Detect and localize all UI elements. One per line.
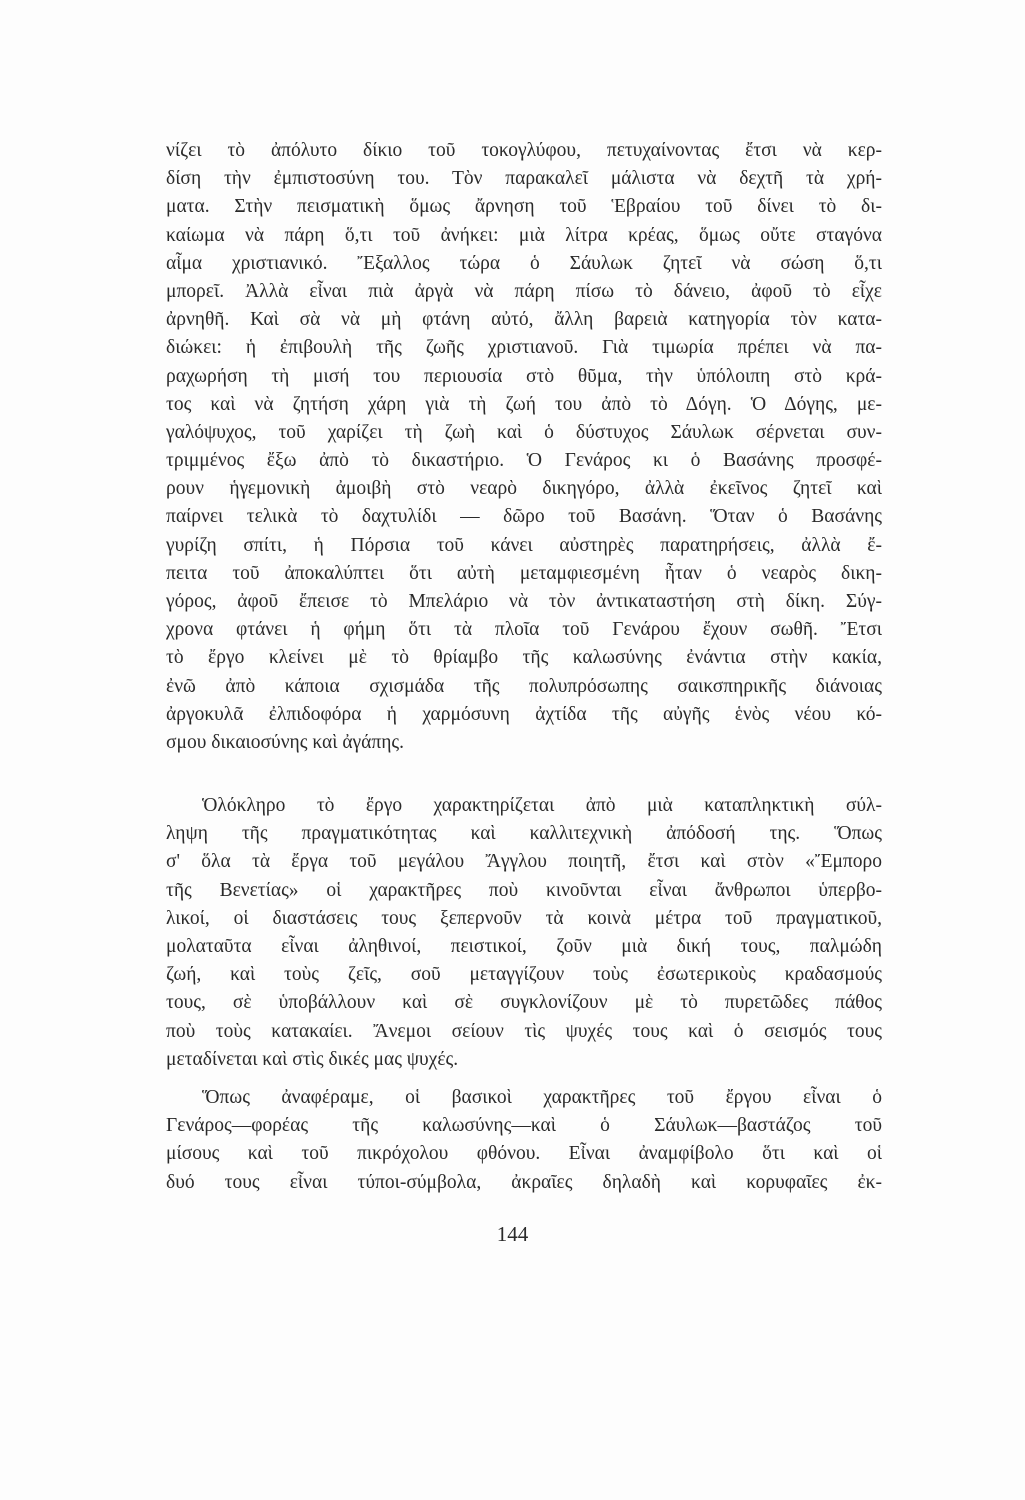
text-line: ματα. Στὴν πεισματικὴ ὅμως ἄρνηση τοῦ Ἑβραίου τοῦ δίνει τὸ δι-: [166, 196, 882, 218]
text-line: χρονα φτάνει ἡ φήμη ὅτι τὰ πλοῖα τοῦ Γενάρου ἔχουν σωθῆ. Ἔτσι: [166, 619, 882, 641]
text-line: νίζει τὸ ἀπόλυτο δίκιο τοῦ τοκογλύφου, πετυχαίνοντας ἔτσι νὰ κερ-: [166, 140, 882, 161]
text-line: τῆς Βενετίας» οἱ χαρακτῆρες ποὺ κινοῦνται εἶναι ἄνθρωποι ὑπερβο-: [166, 879, 882, 901]
text-line: ἀργοκυλᾶ ἐλπιδοφόρα ἡ χαρμόσυνη ἀχτίδα τῆς αὐγῆς ἑνὸς νέου κό-: [166, 703, 882, 725]
text-line: μεταδίνεται καὶ στὶς δικές μας ψυχές.: [166, 1048, 459, 1070]
text-line: ἐνῶ ἀπὸ κάποια σχισμάδα τῆς πολυπρόσωπης σαικσπηρικῆς διάνοιας: [166, 675, 882, 697]
text-line: ποὺ τοὺς κατακαίει. Ἄνεμοι σείουν τὶς ψυχές τους καὶ ὁ σεισμός τους: [166, 1020, 882, 1042]
text-line: ραχωρήση τὴ μισή του περιουσία στὸ θῦμα, τὴν ὑπόλοιπη στὸ κρά-: [166, 365, 882, 387]
paragraph-2: [166, 792, 882, 1074]
paragraph-3: [166, 1084, 882, 1197]
text-line: μολαταῦτα εἶναι ἀληθινοί, πειστικοί, ζοῦν μιὰ δική τους, παλμώδη: [166, 935, 882, 957]
text-line: μίσους καὶ τοῦ πικρόχολου φθόνου. Εἶναι ἀναμφίβολο ὅτι καὶ οἱ: [166, 1143, 882, 1165]
text-line: λικοί, οἱ διαστάσεις τους ξεπερνοῦν τὰ κοινὰ μέτρα τοῦ πραγματικοῦ,: [166, 907, 882, 929]
text-line: τὸ ἔργο κλείνει μὲ τὸ θρίαμβο τῆς καλωσύνης ἐνάντια στὴν κακία,: [166, 647, 882, 669]
text-line: καίωμα νὰ πάρη ὅ,τι τοῦ ἀνήκει: μιὰ λίτρα κρέας, ὅμως οὔτε σταγόνα: [166, 224, 882, 246]
text-line: τριμμένος ἔξω ἀπὸ τὸ δικαστήριο. Ὁ Γενάρος κι ὁ Βασάνης προσφέ-: [166, 450, 882, 472]
text-line: Γενάρος—φορέας τῆς καλωσύνης—καὶ ὁ Σάυλωκ—βαστάζος τοῦ: [166, 1115, 882, 1137]
paragraph-1: [166, 137, 882, 757]
text-line: αἷμα χριστιανικό. Ἔξαλλος τώρα ὁ Σάυλωκ ζητεῖ νὰ σώση ὅ,τι: [166, 252, 882, 274]
text-line: σμου δικαιοσύνης καὶ ἀγάπης.: [166, 731, 405, 753]
text-line: γυρίζη σπίτι, ἡ Πόρσια τοῦ κάνει αὐστηρὲς παρατηρήσεις, ἀλλὰ ἔ-: [166, 534, 882, 556]
text-line: τους, σὲ ὑποβάλλουν καὶ σὲ συγκλονίζουν μὲ τὸ πυρετῶδες πάθος: [166, 992, 882, 1014]
text-line: σ' ὅλα τὰ ἔργα τοῦ μεγάλου Ἄγγλου ποιητῆ, ἔτσι καὶ στὸν «Ἔμπορο: [166, 851, 882, 873]
text-line: παίρνει τελικὰ τὸ δαχτυλίδι — δῶρο τοῦ Βασάνη. Ὅταν ὁ Βασάνης: [166, 506, 882, 528]
text-line: δίση τὴν ἐμπιστοσύνη του. Τὸν παρακαλεῖ μάλιστα νὰ δεχτῆ τὰ χρή-: [166, 168, 882, 190]
text-line: γόρος, ἀφοῦ ἔπεισε τὸ Μπελάριο νὰ τὸν ἀντικαταστήση στὴ δίκη. Σύγ-: [166, 591, 882, 612]
text-line: τος καὶ νὰ ζητήση χάρη γιὰ τὴ ζωή του ἀπὸ τὸ Δόγη. Ὁ Δόγης, με-: [166, 393, 882, 415]
text-line: γαλόψυχος, τοῦ χαρίζει τὴ ζωὴ καὶ ὁ δύστυχος Σάυλωκ σέρνεται συν-: [166, 421, 882, 443]
page-number: 144: [496, 1222, 529, 1246]
text-line: ἀρνηθῆ. Καὶ σὰ νὰ μὴ φτάνη αὐτό, ἄλλη βαρειὰ κατηγορία τὸν κατα-: [166, 309, 882, 331]
text-line: πειτα τοῦ ἀποκαλύπτει ὅτι αὐτὴ μεταμφιεσμένη ἦταν ὁ νεαρὸς δικη-: [166, 562, 882, 584]
text-line: διώκει: ἡ ἐπιβουλὴ τῆς ζωῆς χριστιανοῦ. Γιὰ τιμωρία πρέπει νὰ πα-: [166, 337, 882, 359]
text-line: δυό τους εἶναι τύποι-σύμβολα, ἀκραῖες δηλαδὴ καὶ κορυφαῖες ἐκ-: [166, 1171, 882, 1193]
text-line: μπορεῖ. Ἀλλὰ εἶναι πιὰ ἀργὰ νὰ πάρη πίσω τὸ δάνειο, ἀφοῦ τὸ εἶχε: [166, 280, 882, 302]
text-line: ζωή, καὶ τοὺς ζεῖς, σοῦ μεταγγίζουν τοὺς ἐσωτερικοὺς κραδασμούς: [166, 964, 882, 986]
text-line: ληψη τῆς πραγματικότητας καὶ καλλιτεχνικὴ ἀπόδοσή της. Ὅπως: [166, 823, 882, 845]
text-line: Ὅπως ἀναφέραμε, οἱ βασικοὶ χαρακτῆρες τοῦ ἔργου εἶναι ὁ: [202, 1087, 882, 1108]
text-line: Ὁλόκληρο τὸ ἔργο χαρακτηρίζεται ἀπὸ μιὰ καταπληκτικὴ σύλ-: [202, 795, 882, 816]
text-line: ρουν ἡγεμονικὴ ἀμοιβὴ στὸ νεαρὸ δικηγόρο, ἀλλὰ ἐκεῖνος ζητεῖ καὶ: [166, 478, 882, 500]
